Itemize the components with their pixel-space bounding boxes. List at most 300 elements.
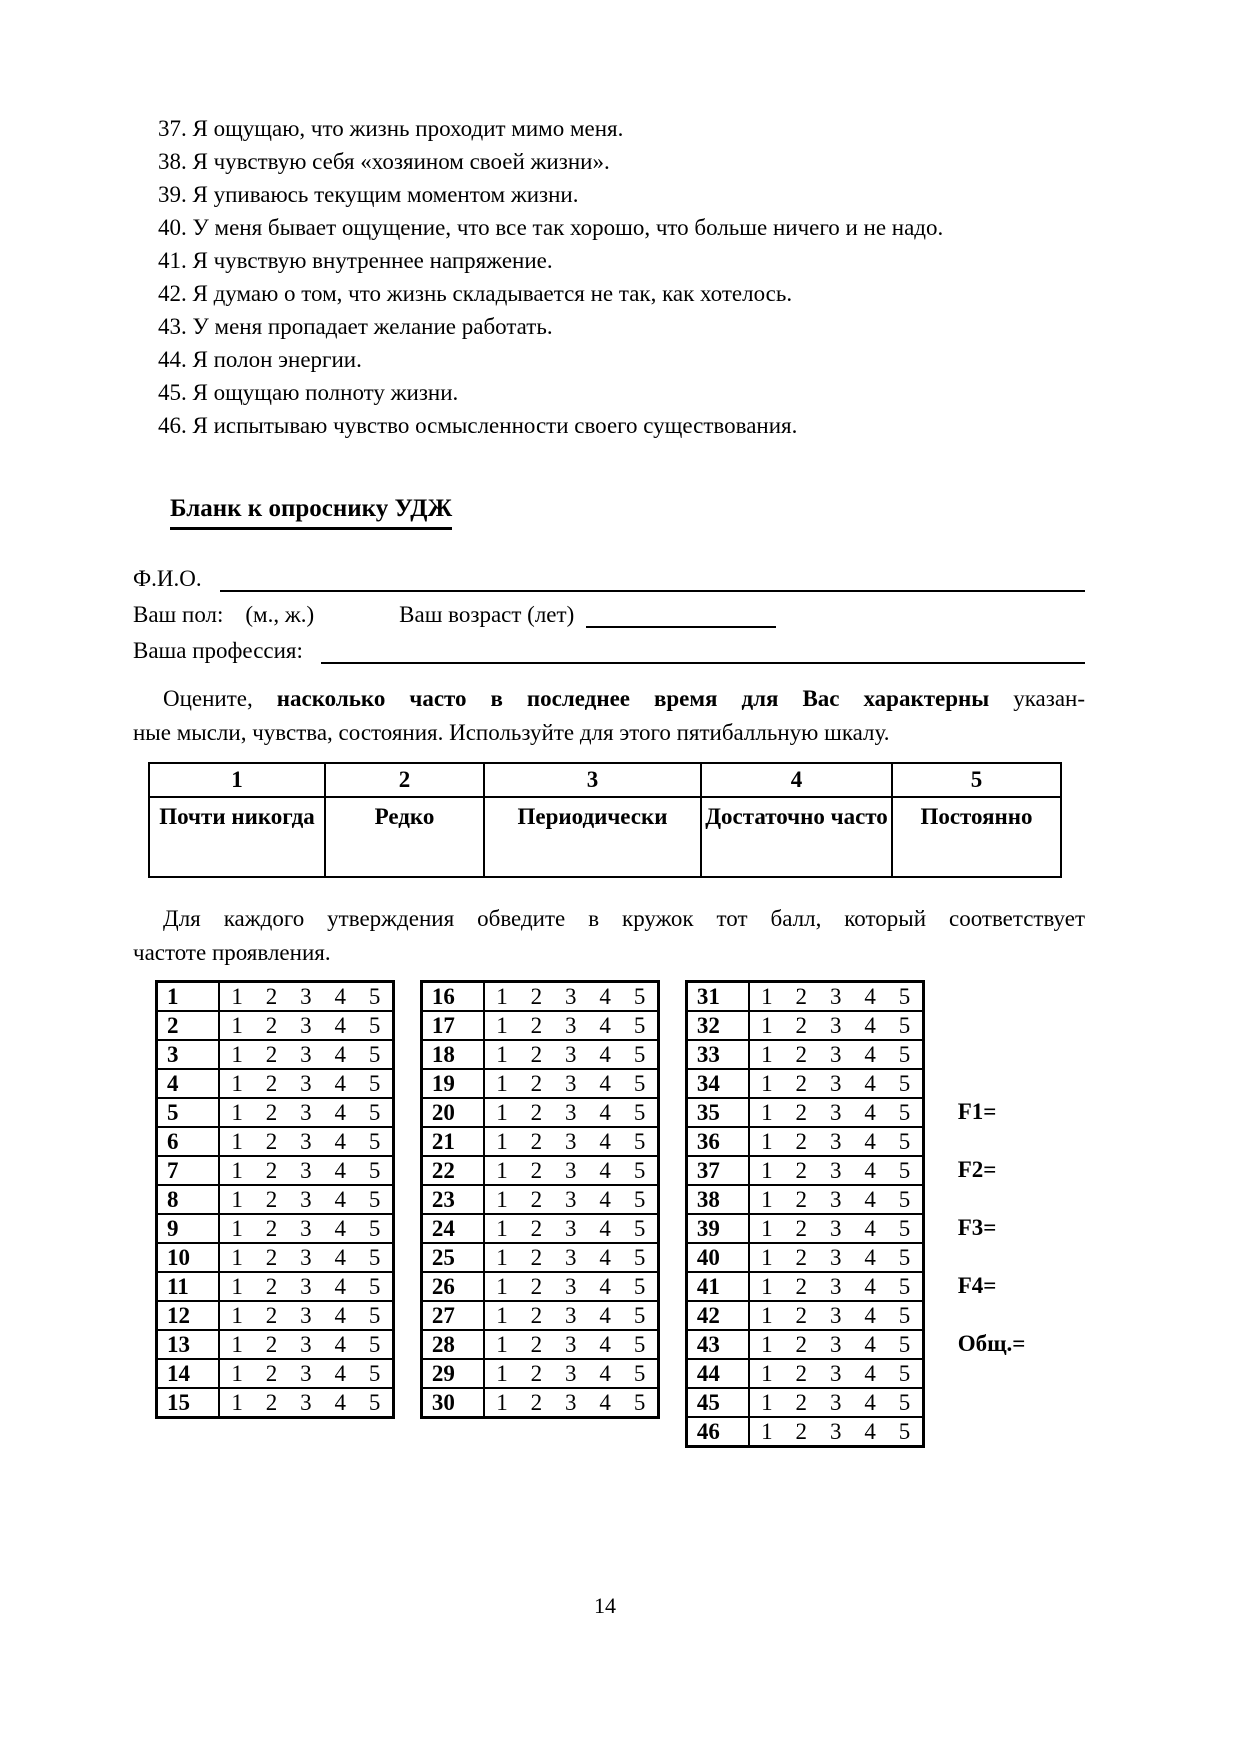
- page-number: 14: [594, 1593, 616, 1618]
- item-number: 21: [421, 1127, 483, 1156]
- score-option-1[interactable]: 1: [231, 1215, 243, 1241]
- score-option-4[interactable]: 4: [599, 1360, 611, 1386]
- score-option-5[interactable]: 5: [898, 1012, 911, 1038]
- score-option-2[interactable]: 2: [530, 1215, 543, 1241]
- score-option-1[interactable]: 1: [231, 1273, 243, 1299]
- score-option-2[interactable]: 2: [795, 1331, 808, 1357]
- score-option-2[interactable]: 2: [265, 1360, 278, 1386]
- score-option-5[interactable]: 5: [368, 1273, 381, 1299]
- score-option-4[interactable]: 4: [599, 1302, 611, 1328]
- score-option-3[interactable]: 3: [565, 1389, 577, 1415]
- score-option-1[interactable]: 1: [761, 1070, 773, 1096]
- score-option-2[interactable]: 2: [795, 1418, 808, 1444]
- score-option-3[interactable]: 3: [829, 1302, 842, 1328]
- score-option-4[interactable]: 4: [334, 1244, 347, 1270]
- score-option-1[interactable]: 1: [496, 1302, 508, 1328]
- gender-options[interactable]: (м., ж.): [245, 602, 315, 627]
- score-option-5[interactable]: 5: [633, 1331, 646, 1357]
- answer-row-26: [421, 1272, 658, 1301]
- score-option-3[interactable]: 3: [300, 1360, 312, 1386]
- score-option-1[interactable]: 1: [761, 1360, 773, 1386]
- score-option-1[interactable]: 1: [496, 1012, 508, 1038]
- score-option-4[interactable]: 4: [864, 1273, 876, 1299]
- score-option-4[interactable]: 4: [599, 1331, 611, 1357]
- score-option-2[interactable]: 2: [530, 1273, 543, 1299]
- score-option-1[interactable]: 1: [761, 1041, 773, 1067]
- score-option-1[interactable]: 1: [761, 1128, 773, 1154]
- score-option-1[interactable]: 1: [231, 1041, 243, 1067]
- score-option-3[interactable]: 3: [565, 983, 577, 1009]
- score-option-5[interactable]: 5: [898, 1273, 911, 1299]
- score-option-3[interactable]: 3: [300, 1012, 312, 1038]
- score-option-1[interactable]: 1: [496, 1186, 508, 1212]
- score-option-2[interactable]: 2: [795, 1041, 808, 1067]
- score-option-5[interactable]: 5: [368, 1012, 381, 1038]
- score-option-4[interactable]: 4: [334, 1041, 347, 1067]
- score-option-1[interactable]: 1: [496, 1244, 508, 1270]
- score-option-3[interactable]: 3: [565, 1186, 577, 1212]
- score-option-4[interactable]: 4: [599, 1186, 611, 1212]
- score-option-4[interactable]: 4: [599, 1128, 611, 1154]
- score-option-4[interactable]: 4: [599, 1070, 611, 1096]
- score-option-4[interactable]: 4: [599, 1012, 611, 1038]
- score-option-5[interactable]: 5: [633, 1128, 646, 1154]
- score-option-4[interactable]: 4: [334, 1273, 347, 1299]
- score-option-2[interactable]: 2: [795, 1360, 808, 1386]
- score-option-3[interactable]: 3: [300, 1099, 312, 1125]
- score-option-4[interactable]: 4: [334, 1070, 347, 1096]
- score-option-2[interactable]: 2: [265, 1244, 278, 1270]
- answer-row-34: [686, 1069, 923, 1098]
- score-option-4[interactable]: 4: [864, 1215, 876, 1241]
- score-option-1[interactable]: 1: [496, 1360, 508, 1386]
- item-number: 10: [157, 1243, 219, 1272]
- questionnaire-item: 43. У меня пропадает желание работать.: [158, 314, 553, 339]
- score-option-5[interactable]: 5: [898, 1215, 911, 1241]
- score-option-2[interactable]: 2: [795, 1070, 808, 1096]
- score-option-5[interactable]: 5: [898, 1389, 911, 1415]
- score-option-1[interactable]: 1: [496, 1157, 508, 1183]
- score-option-4[interactable]: 4: [334, 1128, 347, 1154]
- score-option-1[interactable]: 1: [761, 983, 773, 1009]
- score-option-5[interactable]: 5: [633, 1273, 646, 1299]
- score-options: [750, 1187, 922, 1213]
- score-option-5[interactable]: 5: [898, 1331, 911, 1357]
- score-option-1[interactable]: 1: [231, 1244, 243, 1270]
- score-option-1[interactable]: 1: [231, 1070, 243, 1096]
- score-options-cell: [484, 1040, 659, 1069]
- score-option-4[interactable]: 4: [334, 1360, 347, 1386]
- answer-row-6: [157, 1127, 394, 1156]
- item-number: 42: [686, 1301, 748, 1330]
- score-option-4[interactable]: 4: [334, 1099, 347, 1125]
- score-option-5[interactable]: 5: [898, 1186, 911, 1212]
- score-option-3[interactable]: 3: [565, 1070, 577, 1096]
- score-option-2[interactable]: 2: [530, 1302, 543, 1328]
- profession-row: [133, 628, 1085, 664]
- score-options-cell: [749, 1156, 924, 1185]
- score-option-2[interactable]: 2: [530, 1389, 543, 1415]
- score-option-2[interactable]: 2: [265, 1186, 278, 1212]
- score-option-1[interactable]: 1: [761, 1331, 773, 1357]
- score-option-2[interactable]: 2: [795, 1099, 808, 1125]
- score-option-1[interactable]: 1: [496, 1331, 508, 1357]
- score-option-2[interactable]: 2: [795, 1389, 808, 1415]
- score-option-3[interactable]: 3: [829, 1012, 842, 1038]
- score-option-3[interactable]: 3: [300, 1186, 312, 1212]
- score-option-5[interactable]: 5: [368, 1331, 381, 1357]
- score-option-5[interactable]: 5: [633, 1215, 646, 1241]
- score-options-cell: [749, 1214, 924, 1243]
- score-option-1[interactable]: 1: [496, 1070, 508, 1096]
- score-options-cell: [749, 1272, 924, 1301]
- score-option-2[interactable]: 2: [265, 1302, 278, 1328]
- instruction2-line1: Для каждого утверждения обведите в кружок тот балл, который соответствует: [163, 906, 1085, 931]
- score-options: [750, 984, 922, 1010]
- score-options: [750, 1129, 922, 1155]
- score-option-2[interactable]: 2: [530, 1331, 543, 1357]
- score-option-4[interactable]: 4: [334, 983, 347, 1009]
- score-option-4[interactable]: 4: [334, 1186, 347, 1212]
- score-option-1[interactable]: 1: [496, 1099, 508, 1125]
- answer-row-33: [686, 1040, 923, 1069]
- fio-input-line[interactable]: [220, 564, 1085, 592]
- gender-age-row: [133, 592, 1085, 628]
- score-option-3[interactable]: 3: [829, 1099, 842, 1125]
- score-option-5[interactable]: 5: [368, 1070, 381, 1096]
- score-option-2[interactable]: 2: [530, 1360, 543, 1386]
- score-option-4[interactable]: 4: [864, 1418, 876, 1444]
- score-option-4[interactable]: 4: [864, 1157, 876, 1183]
- score-option-5[interactable]: 5: [633, 983, 646, 1009]
- score-option-1[interactable]: 1: [231, 1331, 243, 1357]
- item-number: 27: [421, 1301, 483, 1330]
- score-options-cell: [219, 1156, 394, 1185]
- score-option-5[interactable]: 5: [898, 1418, 911, 1444]
- score-option-2[interactable]: 2: [795, 1157, 808, 1183]
- score-option-5[interactable]: 5: [633, 1360, 646, 1386]
- score-option-2[interactable]: 2: [795, 1215, 808, 1241]
- score-option-3[interactable]: 3: [300, 1128, 312, 1154]
- score-option-5[interactable]: 5: [368, 1389, 381, 1415]
- score-option-1[interactable]: 1: [761, 1012, 773, 1038]
- score-option-2[interactable]: 2: [265, 1070, 278, 1096]
- score-options-cell: [219, 1185, 394, 1214]
- score-option-2[interactable]: 2: [265, 1157, 278, 1183]
- score-option-5[interactable]: 5: [633, 1012, 646, 1038]
- score-options: [220, 1390, 392, 1416]
- score-option-3[interactable]: 3: [829, 983, 842, 1009]
- score-option-5[interactable]: 5: [368, 1360, 381, 1386]
- score-option-2[interactable]: 2: [265, 1331, 278, 1357]
- score-option-5[interactable]: 5: [368, 1215, 381, 1241]
- item-number: 12: [157, 1301, 219, 1330]
- score-option-3[interactable]: 3: [565, 1331, 577, 1357]
- score-option-5[interactable]: 5: [368, 1244, 381, 1270]
- score-option-1[interactable]: 1: [496, 1215, 508, 1241]
- score-option-3[interactable]: 3: [300, 1302, 312, 1328]
- score-option-3[interactable]: 3: [829, 1041, 842, 1067]
- score-option-2[interactable]: 2: [530, 1157, 543, 1183]
- item-number: 40: [686, 1243, 748, 1272]
- score-option-1[interactable]: 1: [231, 1302, 243, 1328]
- score-option-1[interactable]: 1: [231, 983, 243, 1009]
- scale-label-cell: Достаточно часто: [701, 797, 892, 877]
- score-option-4[interactable]: 4: [599, 1099, 611, 1125]
- score-option-2[interactable]: 2: [530, 983, 543, 1009]
- score-option-3[interactable]: 3: [300, 1070, 312, 1096]
- score-option-1[interactable]: 1: [761, 1215, 773, 1241]
- score-option-5[interactable]: 5: [368, 1157, 381, 1183]
- score-option-3[interactable]: 3: [300, 1331, 312, 1357]
- score-option-2[interactable]: 2: [795, 1302, 808, 1328]
- score-option-3[interactable]: 3: [565, 1215, 577, 1241]
- answer-row-39: [686, 1214, 923, 1243]
- score-option-4[interactable]: 4: [864, 1186, 876, 1212]
- score-option-5[interactable]: 5: [898, 1360, 911, 1386]
- score-option-2[interactable]: 2: [265, 1012, 278, 1038]
- score-options: [750, 1274, 922, 1300]
- questionnaire-item: 39. Я упиваюсь текущим моментом жизни.: [158, 182, 579, 207]
- score-option-2[interactable]: 2: [530, 1244, 543, 1270]
- score-option-4[interactable]: 4: [864, 1012, 876, 1038]
- score-option-2[interactable]: 2: [795, 1186, 808, 1212]
- score-option-5[interactable]: 5: [368, 983, 381, 1009]
- score-option-3[interactable]: 3: [829, 1389, 842, 1415]
- score-option-5[interactable]: 5: [898, 1244, 911, 1270]
- answer-row-29: [421, 1359, 658, 1388]
- score-option-3[interactable]: 3: [829, 1186, 842, 1212]
- item-number: 17: [421, 1011, 483, 1040]
- score-option-1[interactable]: 1: [761, 1389, 773, 1415]
- score-option-3[interactable]: 3: [300, 1041, 312, 1067]
- score-option-5[interactable]: 5: [368, 1302, 381, 1328]
- score-option-3[interactable]: 3: [300, 1389, 312, 1415]
- answer-row-12: [157, 1301, 394, 1330]
- score-options-cell: [749, 1069, 924, 1098]
- score-option-1[interactable]: 1: [231, 1128, 243, 1154]
- score-option-2[interactable]: 2: [795, 1273, 808, 1299]
- age-label: Ваш возраст (лет): [399, 602, 575, 627]
- score-option-3[interactable]: 3: [829, 1273, 842, 1299]
- score-option-2[interactable]: 2: [530, 1128, 543, 1154]
- score-option-4[interactable]: 4: [334, 1302, 347, 1328]
- score-option-1[interactable]: 1: [496, 1041, 508, 1067]
- score-option-1[interactable]: 1: [496, 983, 508, 1009]
- score-option-2[interactable]: 2: [530, 1099, 543, 1125]
- score-option-2[interactable]: 2: [265, 1099, 278, 1125]
- item-number: 41: [686, 1272, 748, 1301]
- item-number: 38: [686, 1185, 748, 1214]
- score-option-1[interactable]: 1: [231, 1157, 243, 1183]
- score-option-1[interactable]: 1: [231, 1360, 243, 1386]
- factor-label-row-39: F3=: [957, 1215, 997, 1240]
- score-option-3[interactable]: 3: [829, 1360, 842, 1386]
- score-option-4[interactable]: 4: [599, 1157, 611, 1183]
- score-option-4[interactable]: 4: [334, 1331, 347, 1357]
- answer-row-40: [686, 1243, 923, 1272]
- answer-row-41: [686, 1272, 923, 1301]
- score-option-4[interactable]: 4: [864, 1099, 876, 1125]
- score-option-2[interactable]: 2: [795, 1012, 808, 1038]
- score-option-4[interactable]: 4: [334, 1389, 347, 1415]
- score-option-3[interactable]: 3: [565, 1360, 577, 1386]
- score-option-2[interactable]: 2: [530, 1041, 543, 1067]
- score-option-3[interactable]: 3: [829, 1418, 842, 1444]
- score-options-cell: [219, 1127, 394, 1156]
- score-option-2[interactable]: 2: [795, 1128, 808, 1154]
- score-option-1[interactable]: 1: [761, 1099, 773, 1125]
- score-option-5[interactable]: 5: [633, 1041, 646, 1067]
- answer-row-2: [157, 1011, 394, 1040]
- score-option-3[interactable]: 3: [829, 1331, 842, 1357]
- score-option-3[interactable]: 3: [300, 1215, 312, 1241]
- questionnaire-items-list: [133, 112, 1085, 442]
- score-option-3[interactable]: 3: [829, 1128, 842, 1154]
- score-options: [220, 1071, 392, 1097]
- score-option-3[interactable]: 3: [565, 1157, 577, 1183]
- score-option-2[interactable]: 2: [265, 1041, 278, 1067]
- factor-label-row-37: F2=: [957, 1157, 997, 1182]
- score-option-2[interactable]: 2: [795, 1244, 808, 1270]
- score-option-5[interactable]: 5: [368, 1128, 381, 1154]
- score-option-4[interactable]: 4: [864, 1128, 876, 1154]
- score-options-cell: [749, 1243, 924, 1272]
- score-option-2[interactable]: 2: [530, 1012, 543, 1038]
- answer-row-24: [421, 1214, 658, 1243]
- score-option-5[interactable]: 5: [898, 1302, 911, 1328]
- answer-row-42: [686, 1301, 923, 1330]
- score-options-cell: [219, 1388, 394, 1418]
- score-option-1[interactable]: 1: [231, 1186, 243, 1212]
- score-option-3[interactable]: 3: [565, 1012, 577, 1038]
- score-option-1[interactable]: 1: [761, 1244, 773, 1270]
- score-option-3[interactable]: 3: [300, 983, 312, 1009]
- score-option-5[interactable]: 5: [898, 1128, 911, 1154]
- score-option-2[interactable]: 2: [265, 1389, 278, 1415]
- scale-label-cell: Редко: [325, 797, 484, 877]
- score-option-3[interactable]: 3: [300, 1273, 312, 1299]
- score-options-cell: [219, 1214, 394, 1243]
- score-option-4[interactable]: 4: [599, 1244, 611, 1270]
- score-option-4[interactable]: 4: [864, 1331, 876, 1357]
- score-option-2[interactable]: 2: [265, 1215, 278, 1241]
- score-options: [220, 1303, 392, 1329]
- score-option-3[interactable]: 3: [565, 1302, 577, 1328]
- score-option-2[interactable]: 2: [265, 1273, 278, 1299]
- score-option-3[interactable]: 3: [565, 1041, 577, 1067]
- score-option-5[interactable]: 5: [633, 1157, 646, 1183]
- score-option-5[interactable]: 5: [898, 1070, 911, 1096]
- score-option-4[interactable]: 4: [864, 1302, 876, 1328]
- score-option-1[interactable]: 1: [761, 1186, 773, 1212]
- profession-input-line[interactable]: [321, 636, 1085, 664]
- score-option-1[interactable]: 1: [231, 1012, 243, 1038]
- score-options: [750, 1216, 922, 1242]
- item-number: 39: [686, 1214, 748, 1243]
- score-option-3[interactable]: 3: [565, 1128, 577, 1154]
- score-option-2[interactable]: 2: [265, 983, 278, 1009]
- score-option-3[interactable]: 3: [829, 1215, 842, 1241]
- score-option-5[interactable]: 5: [633, 1099, 646, 1125]
- answer-row-25: [421, 1243, 658, 1272]
- score-option-4[interactable]: 4: [864, 1041, 876, 1067]
- score-option-1[interactable]: 1: [496, 1273, 508, 1299]
- score-option-1[interactable]: 1: [761, 1157, 773, 1183]
- score-option-4[interactable]: 4: [334, 1012, 347, 1038]
- score-option-5[interactable]: 5: [898, 1041, 911, 1067]
- score-option-4[interactable]: 4: [864, 1244, 876, 1270]
- score-option-5[interactable]: 5: [898, 1099, 911, 1125]
- score-options: [485, 1013, 657, 1039]
- scale-numbers-row: [149, 763, 1061, 797]
- score-option-5[interactable]: 5: [898, 983, 911, 1009]
- item-number: 20: [421, 1098, 483, 1127]
- score-option-4[interactable]: 4: [599, 983, 611, 1009]
- score-options: [220, 1245, 392, 1271]
- score-option-4[interactable]: 4: [334, 1157, 347, 1183]
- score-option-3[interactable]: 3: [565, 1099, 577, 1125]
- score-option-1[interactable]: 1: [496, 1389, 508, 1415]
- score-options: [485, 1216, 657, 1242]
- score-options: [220, 1216, 392, 1242]
- score-option-1[interactable]: 1: [231, 1389, 243, 1415]
- score-option-4[interactable]: 4: [864, 983, 876, 1009]
- item-number: 29: [421, 1359, 483, 1388]
- score-options: [485, 1071, 657, 1097]
- score-option-2[interactable]: 2: [265, 1128, 278, 1154]
- score-option-1[interactable]: 1: [761, 1273, 773, 1299]
- score-option-1[interactable]: 1: [761, 1302, 773, 1328]
- score-option-3[interactable]: 3: [565, 1273, 577, 1299]
- score-option-4[interactable]: 4: [599, 1215, 611, 1241]
- score-option-3[interactable]: 3: [829, 1070, 842, 1096]
- score-option-2[interactable]: 2: [795, 983, 808, 1009]
- score-option-5[interactable]: 5: [633, 1070, 646, 1096]
- score-option-3[interactable]: 3: [829, 1157, 842, 1183]
- score-option-1[interactable]: 1: [761, 1418, 773, 1444]
- score-option-5[interactable]: 5: [633, 1302, 646, 1328]
- score-option-4[interactable]: 4: [334, 1215, 347, 1241]
- score-options: [750, 1419, 922, 1445]
- score-options: [220, 1361, 392, 1387]
- score-option-1[interactable]: 1: [231, 1099, 243, 1125]
- score-option-5[interactable]: 5: [898, 1157, 911, 1183]
- score-option-4[interactable]: 4: [599, 1273, 611, 1299]
- score-option-4[interactable]: 4: [864, 1389, 876, 1415]
- score-option-3[interactable]: 3: [300, 1157, 312, 1183]
- score-option-4[interactable]: 4: [864, 1070, 876, 1096]
- score-option-4[interactable]: 4: [864, 1360, 876, 1386]
- score-option-3[interactable]: 3: [829, 1244, 842, 1270]
- score-option-4[interactable]: 4: [599, 1389, 611, 1415]
- score-option-5[interactable]: 5: [368, 1186, 381, 1212]
- score-option-5[interactable]: 5: [368, 1041, 381, 1067]
- score-option-5[interactable]: 5: [633, 1244, 646, 1270]
- score-option-5[interactable]: 5: [633, 1389, 646, 1415]
- score-option-3[interactable]: 3: [300, 1244, 312, 1270]
- score-option-2[interactable]: 2: [530, 1186, 543, 1212]
- score-options: [485, 1158, 657, 1184]
- score-option-5[interactable]: 5: [633, 1186, 646, 1212]
- instruction1-line1: [133, 682, 1085, 716]
- score-option-3[interactable]: 3: [565, 1244, 577, 1270]
- score-option-5[interactable]: 5: [368, 1099, 381, 1125]
- score-option-2[interactable]: 2: [530, 1070, 543, 1096]
- score-option-4[interactable]: 4: [599, 1041, 611, 1067]
- age-input-line[interactable]: [586, 600, 776, 628]
- score-option-1[interactable]: 1: [496, 1128, 508, 1154]
